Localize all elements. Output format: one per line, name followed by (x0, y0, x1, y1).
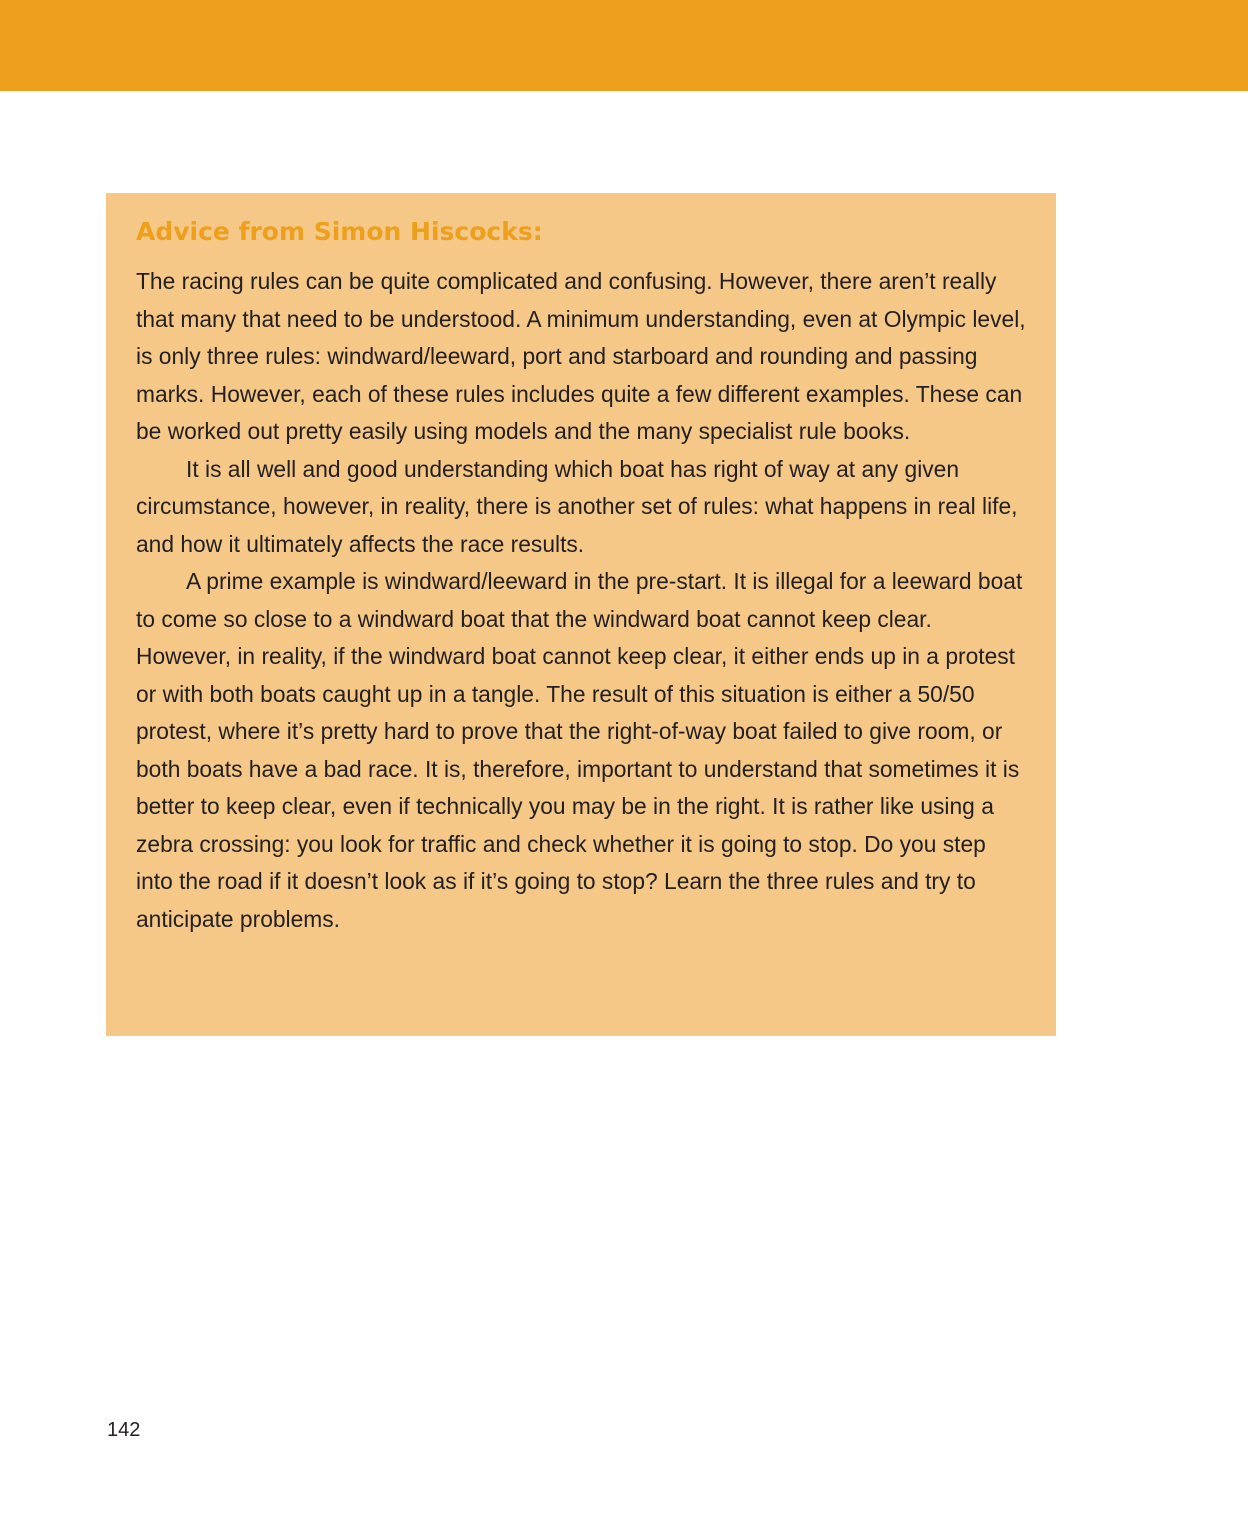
advice-paragraph-3: A prime example is windward/leeward in the pre-start. It is illegal for a leeward boat to come so close to a windward boat that the windward boat cannot keep clear. However, in reality, if the windward boat cannot keep clear, it either ends up in a protest or with both boats caught up in a tangle. The result of this situation is either a 50/50 protest, where it’s pretty hard to prove that the right-of-way boat failed to give room, or both boats have a bad race. It is, therefore, important to understand that sometimes it is better to keep clear, even if technically you may be in the right. It is rather like using a zebra crossing: you look for traffic and check whether it is going to stop. Do you step into the road if it doesn’t look as if it’s going to stop? Learn the three rules and try to anticipate problems. (136, 568, 1023, 932)
advice-box (106, 193, 1056, 1036)
page-number: 142 (107, 1419, 141, 1441)
advice-paragraph-1: The racing rules can be quite complicated and confusing. However, there aren’t really that many that need to be understood. A minimum understanding, even at Olympic level, is only three rules: windward/leeward, port and starboard and rounding and passing marks. However, each of these rules includes quite a few different examples. These can be worked out pretty easily using models and the many specialist rule books. (136, 268, 1026, 444)
advice-heading: Advice from Simon Hiscocks: (136, 217, 543, 246)
advice-paragraph-2: It is all well and good understanding which boat has right of way at any given circumstance, however, in reality, there is another set of rules: what happens in real life, and how it ultimately affects the race results. (136, 455, 1018, 557)
header-color-band (0, 0, 1248, 91)
